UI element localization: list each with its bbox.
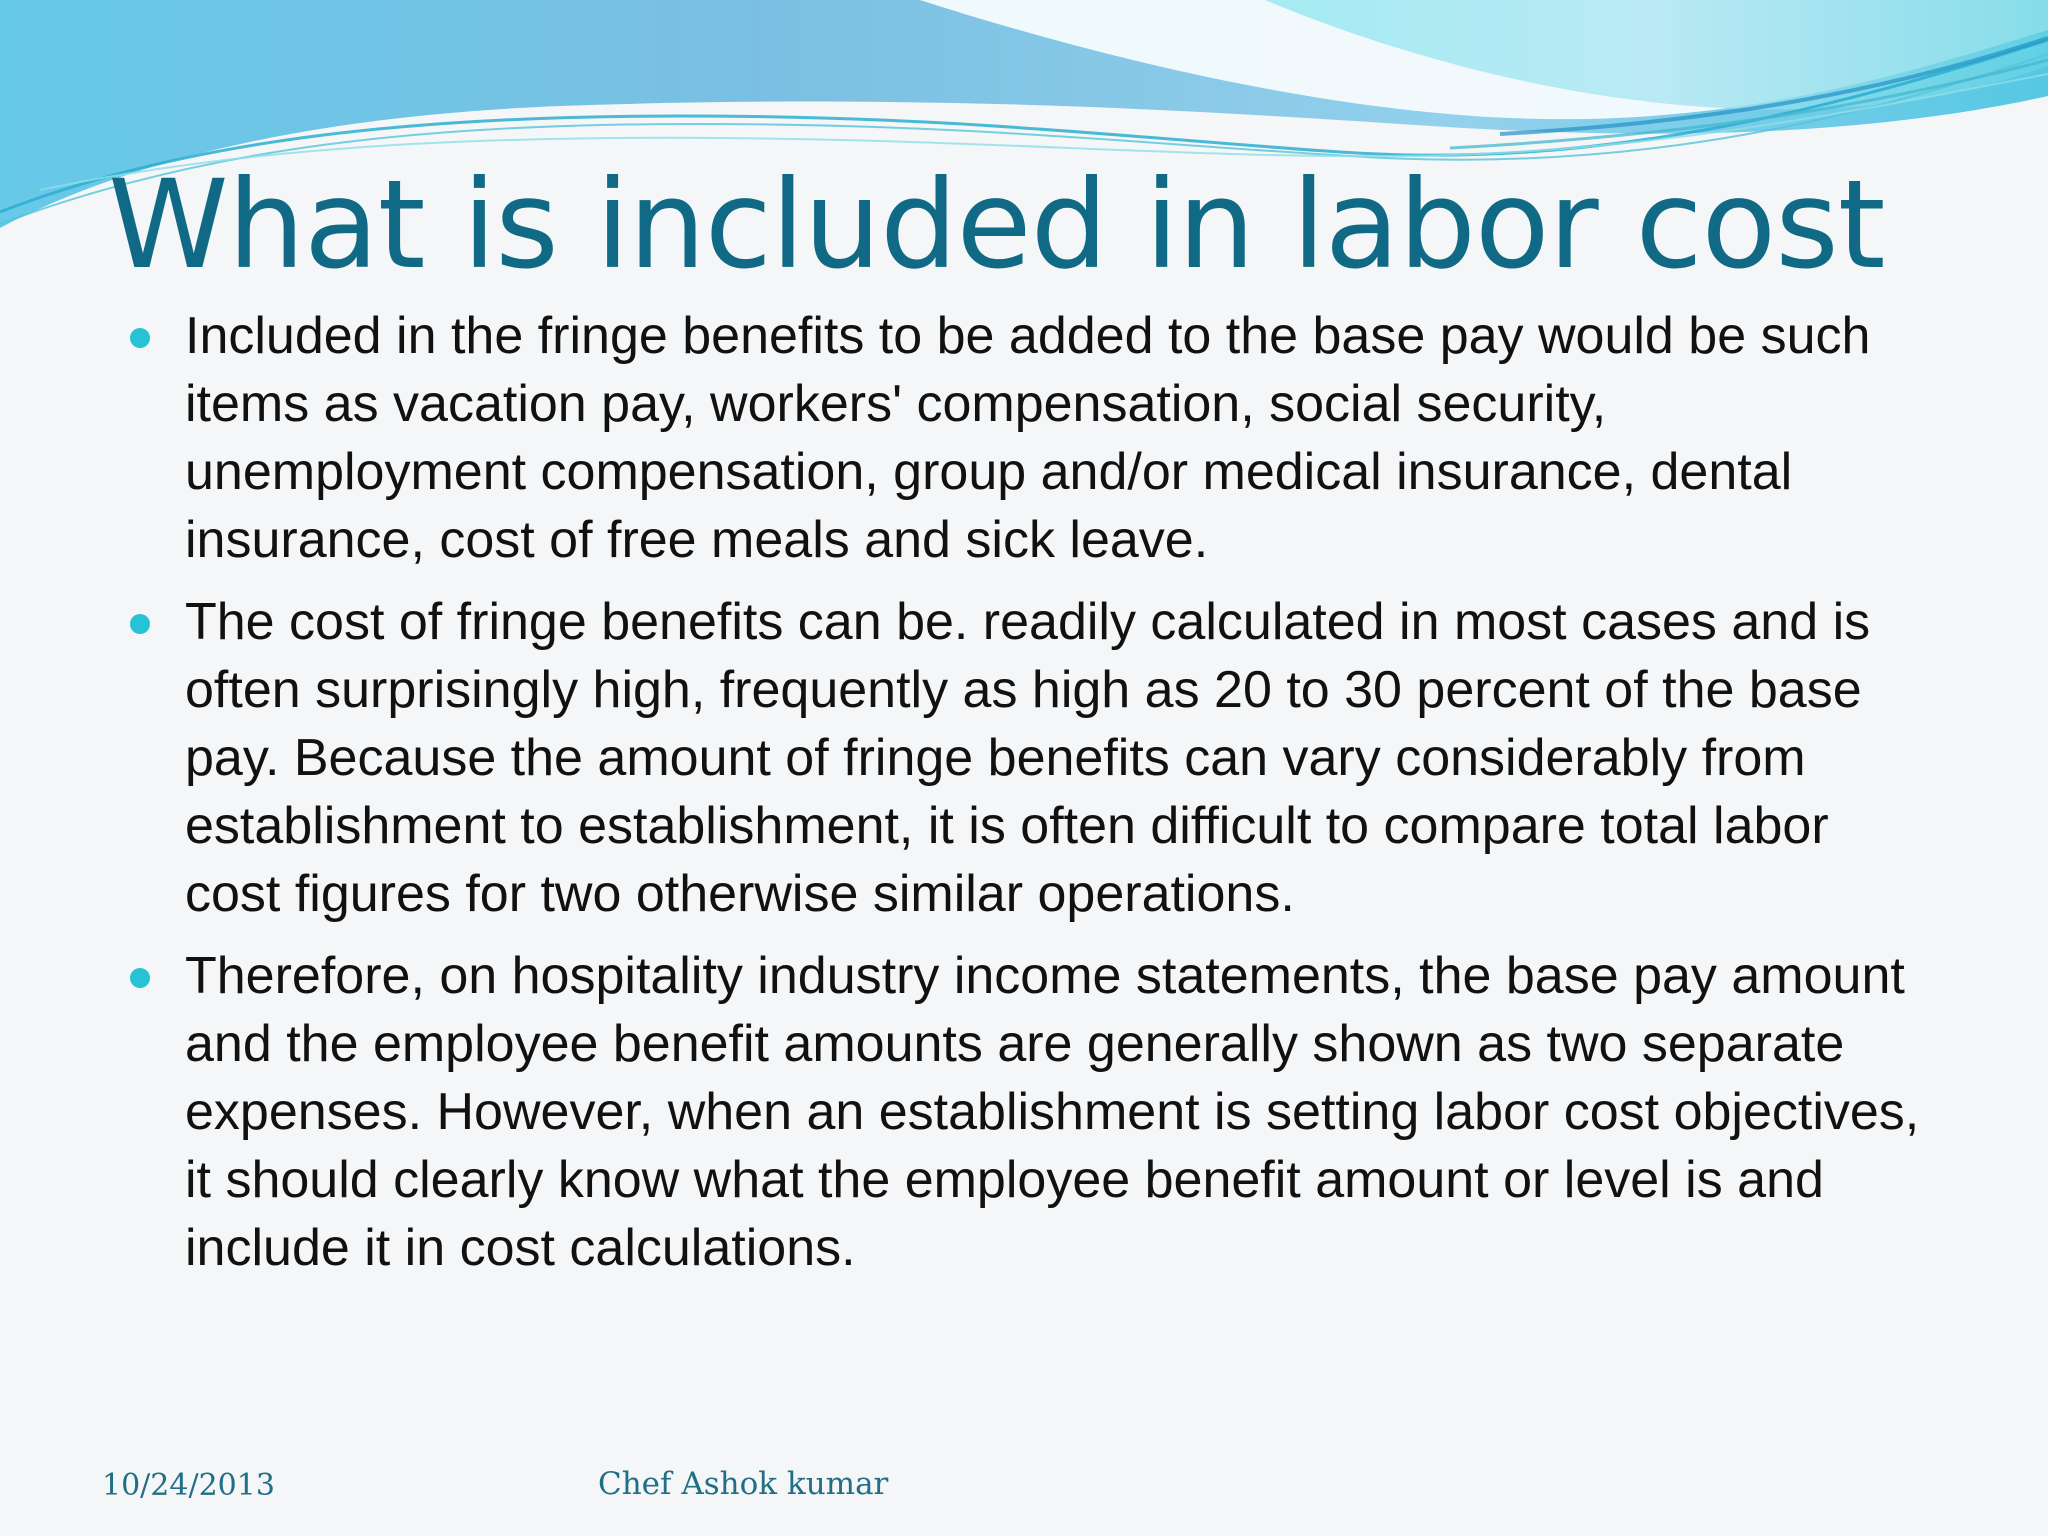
bullet-text: The cost of fringe benefits can be. readily calculated in most cases and is often surprisingly high, frequently as high as 20 to 30 percent of the base pay. Because the amount of fringe benefits can vary considerably from establishment to establishment, it is often difficult to compare total labor cost figures for two otherwise similar operations. <box>185 593 1871 923</box>
bullet-item-fringe-benefits <box>128 302 1928 574</box>
bullet-text: Therefore, on hospitality industry income statements, the base pay amount and the employee benefit amounts are generally shown as two separate expenses. However, when an establishment is setting labor cost objectives, it should clearly know what the employee benefit amount or level is and include it in cost calculations. <box>185 947 1920 1277</box>
bullet-icon <box>130 968 150 988</box>
footer-author: Chef Ashok kumar <box>598 1466 889 1502</box>
bullet-icon <box>130 614 150 634</box>
bullet-item-cost-of-fringe-benefits <box>128 588 1928 928</box>
footer-date: 10/24/2013 <box>102 1468 275 1503</box>
bullet-list <box>128 302 1928 1296</box>
bullet-icon <box>130 328 150 348</box>
bullet-text: Included in the fringe benefits to be added to the base pay would be such items as vacation pay, workers' compensation, social security, unemployment compensation, group and/or medical insurance, dental insurance, cost of free meals and sick leave. <box>185 307 1871 569</box>
bullet-item-income-statements <box>128 942 1928 1282</box>
slide-title: What is included in labor cost <box>108 154 1885 296</box>
